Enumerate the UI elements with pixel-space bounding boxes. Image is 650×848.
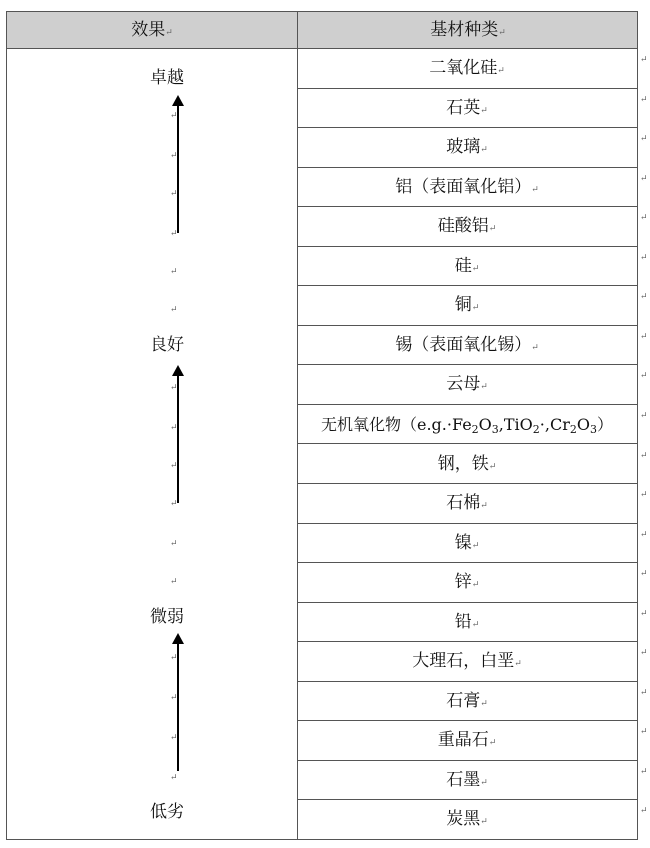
para-mark: ↵ <box>480 698 488 709</box>
substrate-row <box>297 405 637 445</box>
formula-text: ,TiO <box>498 414 533 434</box>
arrow-shaft <box>177 105 179 233</box>
para-mark: ↵ <box>170 229 178 239</box>
header-effect <box>7 12 298 48</box>
formula-text: O <box>576 414 590 434</box>
para-mark: ↵ <box>640 766 648 777</box>
para-mark: ↵ <box>640 173 648 184</box>
para-mark: ↵ <box>165 28 173 38</box>
arrow-shaft <box>177 375 179 503</box>
subscript: 3 <box>491 422 499 436</box>
para-mark: ↵ <box>471 540 480 551</box>
para-mark: ↵ <box>488 738 497 749</box>
effect-column <box>6 49 298 840</box>
substrate-name: 石墨 <box>446 769 481 790</box>
substrate-name: 铅 <box>454 611 472 632</box>
para-mark: ↵ <box>640 687 648 698</box>
substrate-name: 硅 <box>454 255 472 276</box>
formula-text: ） <box>596 414 613 434</box>
para-mark: ↵ <box>170 773 178 783</box>
para-mark: ↵ <box>531 184 539 195</box>
para-mark: ↵ <box>640 94 648 105</box>
para-mark: ↵ <box>480 777 488 788</box>
para-mark: ↵ <box>170 653 178 663</box>
para-mark: ↵ <box>480 817 488 828</box>
para-mark: ↵ <box>498 28 506 38</box>
para-mark: ↵ <box>640 410 648 421</box>
para-mark: ↵ <box>170 189 178 199</box>
para-mark: ↵ <box>640 648 648 659</box>
substrate-effect-table <box>6 11 638 840</box>
para-mark: ↵ <box>640 252 648 263</box>
header-substrate-text: 基材种类 <box>430 20 499 40</box>
substrate-name: 云母 <box>446 374 481 395</box>
para-mark: ↵ <box>640 806 648 817</box>
substrate-name: 石膏 <box>446 690 481 711</box>
para-mark: ↵ <box>640 569 648 580</box>
formula-text: O <box>478 414 492 434</box>
substrate-name: 重晶石 <box>437 730 489 751</box>
para-mark: ↵ <box>640 727 648 738</box>
para-mark: ↵ <box>471 263 480 274</box>
para-mark: ↵ <box>480 382 488 393</box>
substrate-row <box>297 207 637 247</box>
table-header <box>6 11 638 49</box>
level-weak: 微弱 <box>150 607 184 627</box>
para-mark: ↵ <box>640 608 648 619</box>
para-mark: ↵ <box>170 733 178 743</box>
level-good: 良好 <box>150 335 184 355</box>
substrate-name: 石棉 <box>446 493 481 514</box>
substrate-row <box>297 642 637 682</box>
subscript: 2 <box>532 422 540 436</box>
para-mark: ↵ <box>480 145 488 156</box>
para-mark: ↵ <box>170 461 178 471</box>
substrate-row <box>297 721 637 761</box>
para-mark: ↵ <box>471 580 480 591</box>
para-mark: ↵ <box>640 529 648 540</box>
para-mark: ↵ <box>170 499 178 509</box>
para-mark: ↵ <box>488 461 497 472</box>
substrate-row <box>297 761 637 801</box>
substrate-row <box>297 286 637 326</box>
subscript: 3 <box>589 422 597 436</box>
substrate-row <box>297 484 637 524</box>
substrate-name <box>321 415 613 434</box>
level-poor: 低劣 <box>150 802 184 822</box>
para-mark: ↵ <box>170 111 178 121</box>
substrate-row <box>297 365 637 405</box>
substrate-row <box>297 247 637 287</box>
substrate-row <box>297 445 637 485</box>
para-mark: ↵ <box>640 292 648 303</box>
substrate-row <box>297 603 637 643</box>
substrate-row <box>297 168 637 208</box>
para-mark: ↵ <box>170 693 178 703</box>
substrate-name: 玻璃 <box>446 137 481 158</box>
para-mark: ↵ <box>480 105 488 116</box>
substrate-row <box>297 524 637 564</box>
para-mark: ↵ <box>531 342 539 353</box>
substrate-name: 二氧化硅 <box>429 58 498 78</box>
substrate-column <box>297 49 638 840</box>
substrate-row <box>297 800 637 840</box>
substrate-name: 炭黑 <box>446 809 481 830</box>
para-mark: ↵ <box>170 267 178 277</box>
substrate-name: 锌 <box>454 572 472 593</box>
para-mark: ↵ <box>640 371 648 382</box>
substrate-name: 锡（表面氧化锡） <box>395 334 532 355</box>
substrate-row <box>297 682 637 722</box>
para-mark: ↵ <box>640 331 648 342</box>
para-mark: ↵ <box>640 213 648 224</box>
substrate-name: 铜 <box>454 295 472 316</box>
substrate-row <box>297 128 637 168</box>
substrate-row <box>297 563 637 603</box>
para-mark: ↵ <box>170 305 178 315</box>
para-mark: ↵ <box>471 303 480 314</box>
substrate-row <box>297 326 637 366</box>
substrate-name: 铝（表面氧化铝） <box>395 176 532 197</box>
para-mark: ↵ <box>640 490 648 501</box>
para-mark: ↵ <box>170 423 178 433</box>
substrate-name: 石英 <box>446 97 481 118</box>
para-mark: ↵ <box>640 134 648 145</box>
para-mark: ↵ <box>640 450 648 461</box>
substrate-name: 硅酸铝 <box>437 216 489 237</box>
para-mark: ↵ <box>640 55 648 65</box>
para-mark: ↵ <box>170 151 178 161</box>
substrate-row <box>297 49 637 89</box>
substrate-row <box>297 89 637 129</box>
subscript: 2 <box>471 422 479 436</box>
formula-text: ·,Cr <box>539 414 570 434</box>
para-mark: ↵ <box>170 383 178 393</box>
para-mark: ↵ <box>514 659 522 670</box>
substrate-name: 钢，铁 <box>437 453 489 474</box>
formula-text: 无机氧化物（e.g.·Fe <box>321 414 472 434</box>
para-mark: ↵ <box>471 619 480 630</box>
level-excellent: 卓越 <box>150 68 184 88</box>
header-effect-text: 效果 <box>131 20 166 40</box>
para-mark: ↵ <box>497 66 505 76</box>
para-mark: ↵ <box>170 577 178 587</box>
para-mark: ↵ <box>480 501 488 512</box>
substrate-name: 镍 <box>454 532 472 553</box>
header-substrate <box>298 12 638 48</box>
subscript: 2 <box>569 422 577 436</box>
para-mark: ↵ <box>488 224 497 235</box>
para-mark: ↵ <box>170 539 178 549</box>
substrate-name: 大理石，白垩 <box>412 651 515 672</box>
